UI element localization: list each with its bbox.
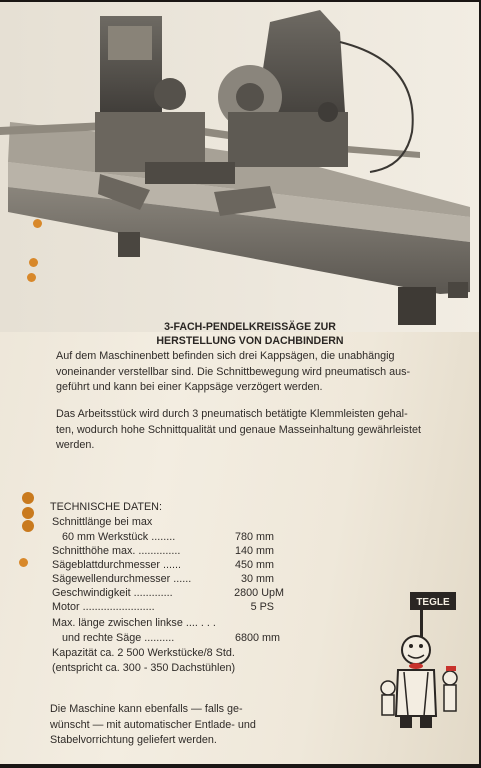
paragraph-line: ten, wodurch hohe Schnittqualität und genaue Masseinhaltung gewährleistet — [56, 423, 421, 436]
spec-label: Schnitthöhe max. .............. — [52, 545, 181, 557]
spec-value: 2800 UpM — [234, 587, 284, 599]
binder-hole — [22, 492, 34, 504]
second-paragraph — [56, 407, 421, 454]
spec-label: und rechte Säge .......... — [62, 632, 175, 644]
binder-hole — [22, 520, 34, 532]
brochure-page — [0, 2, 481, 764]
spec-label: Sägeblattdurchmesser ...... — [52, 559, 182, 571]
binder-hole — [29, 258, 38, 267]
intro-paragraph — [56, 349, 410, 396]
title-line-2: HERSTELLUNG VON DACHBINDERN — [156, 335, 344, 347]
intro-line: geführt und kann bei einer Kappsäge verzögert werden. — [56, 381, 323, 393]
title-line-1: 3-FACH-PENDELKREISSÄGE ZUR — [164, 321, 336, 333]
paragraph-line: werden. — [56, 439, 95, 451]
intro-line: Auf dem Maschinenbett befinden sich drei Kappsägen, die unabhängig — [56, 350, 395, 362]
binder-hole — [19, 558, 28, 567]
specs-title: TECHNISCHE DATEN: — [50, 501, 162, 513]
logo-text: TEGLE — [416, 597, 450, 608]
spec-value: 450 mm — [234, 559, 274, 571]
spec-label: 60 mm Werkstück ........ — [62, 531, 176, 543]
closing-line: Stabelvorrichtung geliefert werden. — [50, 734, 217, 746]
closing-line: wünscht — mit automatischer Entlade- und — [50, 718, 256, 731]
spec-label: Sägewellendurchmesser ...... — [52, 573, 192, 585]
page-title — [140, 320, 360, 348]
closing-paragraph — [50, 702, 256, 749]
machine-photo — [0, 2, 479, 332]
spec-label: Schnittlänge bei max — [52, 516, 153, 528]
paragraph-line: Das Arbeitsstück wird durch 3 pneumatisch betätigte Klemmleisten gehal- — [56, 408, 408, 420]
spec-label: Max. länge zwischen linkse .... . . . — [52, 617, 216, 629]
binder-hole — [22, 507, 34, 519]
spec-value: 780 mm — [234, 531, 274, 543]
spec-value: 140 mm — [234, 545, 274, 557]
spec-label: (entspricht ca. 300 - 350 Dachstühlen) — [52, 662, 236, 674]
spec-value: 6800 mm — [234, 632, 280, 644]
tegle-mascot-logo — [376, 588, 468, 738]
spec-label: Motor ........................ — [52, 601, 155, 613]
closing-line: Die Maschine kann ebenfalls — falls ge- — [50, 703, 243, 715]
intro-line: voneinander verstellbar sind. Die Schnittbewegung wird pneumatisch aus- — [56, 365, 411, 378]
spec-value: 30 mm — [241, 573, 274, 585]
spec-label: Kapazität ca. 2 500 Werkstücke/8 Std. — [52, 647, 235, 659]
binder-hole — [27, 273, 36, 282]
spec-label: Geschwindigkeit ............. — [52, 587, 173, 599]
spec-value: 5 PS — [250, 601, 274, 613]
binder-hole — [33, 219, 42, 228]
